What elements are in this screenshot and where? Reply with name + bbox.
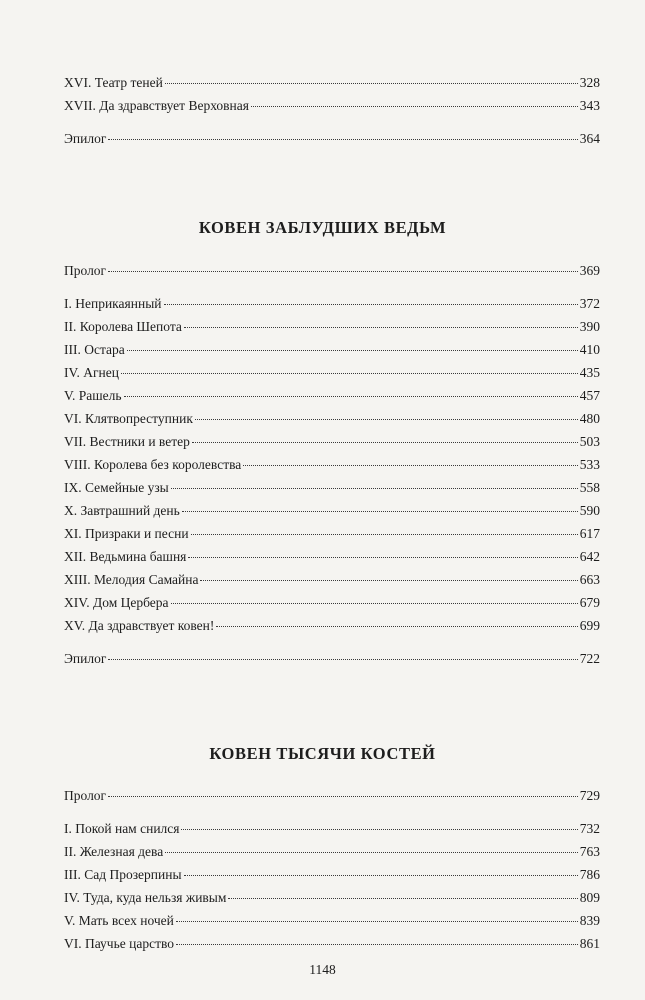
dot-leader [195,419,578,420]
toc-entry-title: XVI. Театр теней [64,75,163,90]
toc-section-3 [64,784,600,955]
toc-entry-page: 732 [579,821,600,836]
dot-leader [182,511,578,512]
toc-entry-title: VIII. Королева без королевства [64,457,242,472]
toc-entry [64,614,600,637]
toc-entry-title: Эпилог [64,131,107,146]
toc-entry-title: XIII. Мелодия Самайна [64,572,199,587]
toc-entry-title: X. Завтрашний день [64,503,180,518]
dot-leader [171,603,578,604]
toc-entry-title: Пролог [64,263,107,278]
toc-entry-page: 809 [579,890,600,905]
toc-entry-page: 328 [579,75,600,90]
page-number: 1148 [309,962,336,977]
toc-entry-title: Эпилог [64,651,107,666]
toc-entry-page: 839 [579,913,600,928]
toc-entry-page: 722 [579,651,600,666]
toc-entry [64,817,600,840]
dot-leader [184,875,578,876]
toc-entry [64,545,600,568]
dot-leader [188,557,577,558]
toc-entry [64,453,600,476]
toc-entry-title: IV. Туда, куда нельзя живым [64,890,227,905]
dot-leader [181,829,577,830]
toc-entry-title: I. Покой нам снился [64,821,180,836]
toc-entry-page: 369 [579,263,600,278]
toc-entry-title: VI. Клятвопреступник [64,411,193,426]
toc-entry [64,407,600,430]
dot-leader [228,898,577,899]
toc-entry-page: 372 [579,296,600,311]
toc-entry [64,476,600,499]
toc-entry-page: 457 [579,388,600,403]
toc-entry [64,127,600,150]
toc-entry-page: 480 [579,411,600,426]
dot-leader [165,852,578,853]
toc-entry-title: III. Сад Прозерпины [64,867,182,882]
toc-entry-page: 663 [579,572,600,587]
toc-entry-title: V. Рашель [64,388,122,403]
toc-entry-title: III. Остара [64,342,125,357]
dot-leader [165,83,578,84]
toc-entry-title: II. Королева Шепота [64,319,182,334]
toc-entry [64,259,600,282]
dot-leader [164,304,578,305]
toc-entry [64,909,600,932]
toc-entry [64,499,600,522]
toc-entry-page: 390 [579,319,600,334]
toc-entry-page: 763 [579,844,600,859]
toc-entry-page: 699 [579,618,600,633]
toc-entry-page: 786 [579,867,600,882]
toc-entry [64,568,600,591]
toc-entry-page: 590 [579,503,600,518]
toc-entry [64,430,600,453]
toc-entry [64,315,600,338]
toc-entry [64,338,600,361]
toc-entry-title: XII. Ведьмина башня [64,549,187,564]
dot-leader [108,139,577,140]
toc-entry [64,840,600,863]
toc-entry-page: 533 [579,457,600,472]
section-heading: КОВЕН ЗАБЛУДШИХ ВЕДЬМ [198,218,447,237]
toc-entry-page: 558 [579,480,600,495]
toc-entry-title: IX. Семейные узы [64,480,169,495]
dot-leader [171,488,578,489]
toc-entry-page: 679 [579,595,600,610]
toc-entry [64,292,600,315]
toc-entry-page: 435 [579,365,600,380]
toc-entry-page: 410 [579,342,600,357]
toc-entry-title: VI. Паучье царство [64,936,175,951]
toc-entry-title: II. Железная дева [64,844,164,859]
dot-leader [176,944,578,945]
toc-entry-title: I. Неприкаянный [64,296,162,311]
toc-section-2 [64,259,600,670]
toc-entry-page: 861 [579,936,600,951]
dot-leader [191,534,578,535]
toc-entry [64,361,600,384]
toc-entry [64,94,600,117]
toc-entry-page: 364 [579,131,600,146]
toc-entry-page: 343 [579,98,600,113]
toc-entry-title: XVII. Да здравствует Верховная [64,98,249,113]
toc-entry [64,71,600,94]
toc-entry [64,591,600,614]
dot-leader [127,350,578,351]
toc-entry-title: V. Мать всех ночей [64,913,174,928]
dot-leader [108,271,578,272]
dot-leader [251,106,578,107]
toc-entry-page: 642 [579,549,600,564]
toc-entry-title: XI. Призраки и песни [64,526,189,541]
toc-entry [64,522,600,545]
toc-entry-title: Пролог [64,788,107,803]
toc-entry [64,932,600,955]
toc-entry-title: XIV. Дом Цербера [64,595,169,610]
dot-leader [108,796,578,797]
toc-entry-page: 729 [579,788,600,803]
dot-leader [243,465,577,466]
dot-leader [184,327,578,328]
toc-entry [64,384,600,407]
dot-leader [192,442,578,443]
toc-entry-title: IV. Агнец [64,365,119,380]
toc-entry-title: VII. Вестники и ветер [64,434,190,449]
section-heading: КОВЕН ТЫСЯЧИ КОСТЕЙ [209,744,436,763]
toc-entry [64,886,600,909]
toc-entry-title: XV. Да здравствует ковен! [64,618,215,633]
dot-leader [124,396,578,397]
toc-entry [64,784,600,807]
toc-entry-page: 503 [579,434,600,449]
toc-section-1 [64,71,600,150]
dot-leader [121,373,578,374]
toc-entry [64,863,600,886]
dot-leader [108,659,577,660]
toc-entry-page: 617 [579,526,600,541]
dot-leader [200,580,577,581]
toc-entry [64,647,600,670]
dot-leader [176,921,578,922]
dot-leader [216,626,577,627]
